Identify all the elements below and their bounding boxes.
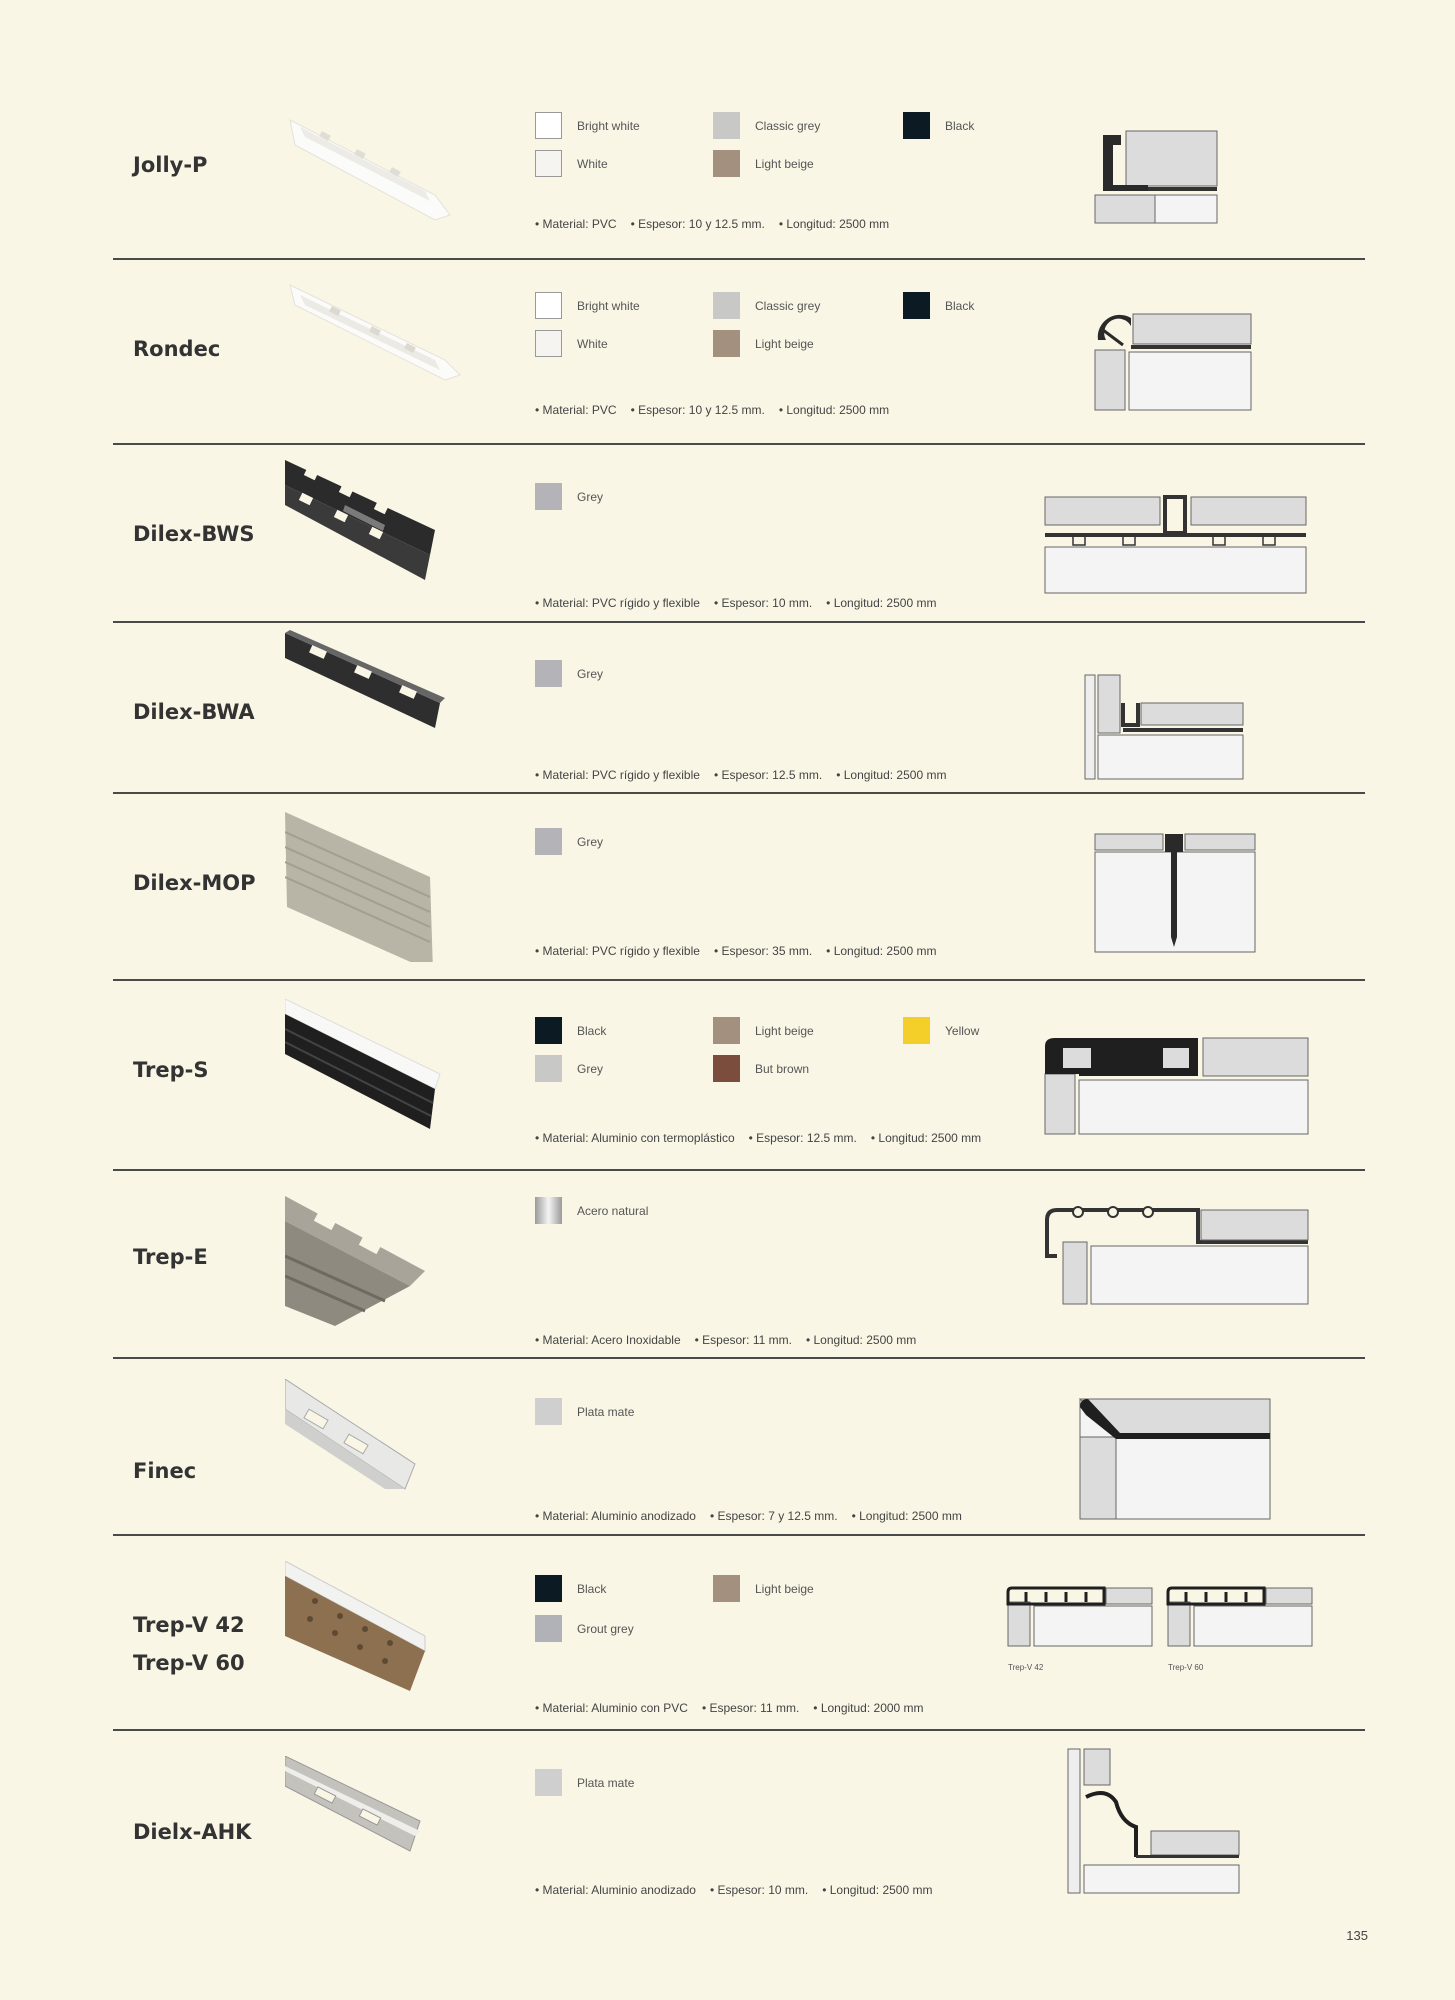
swatch [713,1017,814,1044]
profile-photo [285,999,475,1139]
section-diagram [1093,832,1263,957]
product-row-dielx-ahk [113,1731,1365,1910]
product-row-rondec [113,260,1365,445]
swatch-label: Grout grey [577,1621,634,1636]
section-diagram [1093,125,1263,235]
spec-length: • Longitud: 2500 mm [870,1131,982,1145]
swatch [535,828,603,855]
color-swatches [535,1769,1055,1849]
swatch-chip [535,483,562,510]
swatch [535,292,640,319]
profile-photo [285,1756,475,1886]
color-swatches [535,660,1055,740]
product-row-jolly-p [113,60,1365,260]
spec-thickness: • Espesor: 11 mm. [701,1701,800,1715]
spec-length: • Longitud: 2500 mm [836,768,947,782]
swatch-label: But brown [755,1061,810,1076]
spec-line [535,217,903,231]
section-diagram [1093,310,1263,420]
section-diagram [1043,1036,1313,1146]
spec-material: • Material: PVC rígido y flexible [535,596,700,610]
swatch-label: Acero natural [577,1203,649,1218]
swatch-chip [535,150,562,177]
product-name: Rondec [133,337,221,361]
spec-material: • Material: PVC [535,403,617,417]
swatch-label: Classic grey [755,298,821,313]
spec-material: • Material: PVC [535,217,617,231]
swatch-label: Light beige [755,1581,814,1596]
spec-length: • Longitud: 2500 mm [778,217,890,231]
swatch-chip [535,292,562,319]
page-number: 135 [1346,1928,1368,1943]
spec-thickness: • Espesor: 10 mm. [709,1883,809,1897]
profile-photo [285,628,475,738]
spec-material: • Material: PVC rígido y flexible [535,768,700,782]
spec-line [535,596,950,610]
swatch-chip [903,1017,930,1044]
swatch [713,1055,809,1082]
spec-length: • Longitud: 2500 mm [778,403,890,417]
product-name: Jolly-P [133,153,208,177]
profile-photo [285,1196,475,1336]
section-diagram [1078,1397,1278,1522]
product-row-trep-s [113,981,1365,1171]
product-name: Trep-S [133,1058,209,1082]
swatch [713,330,814,357]
product-row-finec [113,1359,1365,1536]
swatch-chip [535,1055,562,1082]
spec-length: • Longitud: 2500 mm [805,1333,917,1347]
product-name: Dilex-MOP [133,871,256,895]
diagram-label-trep-v-60: Trep-V 60 [1168,1663,1204,1672]
spec-material: • Material: PVC rígido y flexible [535,944,700,958]
swatch-chip [713,1575,740,1602]
swatch-label: Grey [577,1061,604,1076]
swatch-label: White [577,156,608,171]
product-row-dilex-bwa [113,623,1365,794]
swatch [713,292,820,319]
section-diagram [1043,1206,1313,1316]
product-name-2: Trep-V 60 [133,1651,245,1675]
product-name: Finec [133,1459,197,1483]
spec-material: • Material: Aluminio anodizado [535,1883,696,1897]
swatch-label: White [577,336,608,351]
swatch-label: Bright white [577,118,640,133]
swatch-label: Light beige [755,336,814,351]
spec-line [535,1131,995,1145]
swatch-chip [535,1769,562,1796]
spec-thickness: • Espesor: 10 y 12.5 mm. [630,217,765,231]
swatch [535,1197,648,1224]
spec-line [535,944,950,958]
swatch-chip [713,330,740,357]
spec-line [535,1333,930,1347]
swatch [903,112,974,139]
product-name: Trep-E [133,1245,208,1269]
product-name: Dilex-BWS [133,522,255,546]
swatch [713,112,820,139]
swatch-chip [903,112,930,139]
spec-length: • Longitud: 2500 mm [822,1883,933,1897]
swatch-chip [535,112,562,139]
spec-thickness: • Espesor: 10 y 12.5 mm. [630,403,765,417]
swatch-label: Grey [577,666,604,681]
swatch-chip [535,1197,562,1224]
swatch [713,150,814,177]
swatch-label: Light beige [755,1023,814,1038]
swatch-label: Classic grey [755,118,821,133]
product-name: Trep-V 42 [133,1613,245,1637]
product-row-dilex-bws [113,445,1365,623]
spec-material: • Material: Aluminio anodizado [535,1509,696,1523]
profile-photo [285,115,475,225]
profile-photo [285,1379,475,1509]
swatch-label: Black [945,118,975,133]
swatch-chip [903,292,930,319]
product-name: Dielx-AHK [133,1820,252,1844]
spec-line [535,1883,946,1897]
section-diagram [1083,673,1283,783]
section-diagram [1066,1747,1256,1897]
swatch-label: Grey [577,489,604,504]
swatch [535,660,603,687]
spec-thickness: • Espesor: 12.5 mm. [713,768,823,782]
spec-length: • Longitud: 2000 mm [813,1701,924,1715]
spec-line [535,768,960,782]
swatch [535,330,608,357]
spec-thickness: • Espesor: 7 y 12.5 mm. [709,1509,838,1523]
profile-photo [285,455,475,585]
spec-length: • Longitud: 2500 mm [826,944,937,958]
profile-photo [285,812,475,962]
spec-material: • Material: Aluminio con PVC [535,1701,688,1715]
swatch-chip [535,330,562,357]
swatch [535,1769,634,1796]
swatch-chip [713,292,740,319]
swatch-chip [713,1055,740,1082]
swatch-chip [535,1615,562,1642]
profile-photo [285,280,475,390]
color-swatches [535,828,1055,908]
color-swatches [535,1017,1055,1097]
swatch-chip [535,1575,562,1602]
swatch [535,1055,603,1082]
spec-thickness: • Espesor: 10 mm. [713,596,813,610]
swatch-label: Bright white [577,298,640,313]
product-row-trep-e [113,1171,1365,1359]
swatch-label: Grey [577,834,604,849]
spec-thickness: • Espesor: 11 mm. [694,1333,792,1347]
color-swatches [535,1575,1055,1655]
swatch-label: Plata mate [577,1404,635,1419]
spec-line [535,1701,938,1715]
swatch-chip [535,1398,562,1425]
color-swatches [535,483,1055,563]
product-row-dilex-mop [113,794,1365,981]
spec-material: • Material: Aluminio con termoplástico [535,1131,735,1145]
swatch-chip [535,1017,562,1044]
spec-length: • Longitud: 2500 mm [851,1509,962,1523]
swatch [535,1398,634,1425]
color-swatches [535,1398,1055,1478]
swatch [535,1017,606,1044]
swatch-chip [713,1017,740,1044]
section-diagram [1043,495,1313,600]
color-swatches [535,292,1055,372]
swatch [535,150,608,177]
spec-thickness: • Espesor: 12.5 mm. [748,1131,857,1145]
swatch-label: Plata mate [577,1775,635,1790]
spec-material: • Material: Acero Inoxidable [535,1333,681,1347]
swatch-chip [713,112,740,139]
swatch [535,1575,606,1602]
diagram-label-trep-v-42: Trep-V 42 [1008,1663,1044,1672]
swatch [713,1575,814,1602]
spec-line [535,403,903,417]
swatch [903,292,974,319]
spec-line [535,1509,976,1523]
section-diagram-trep-v-60 [1166,1586,1316,1648]
swatch-label: Black [577,1581,607,1596]
profile-photo [285,1561,475,1701]
spec-thickness: • Espesor: 35 mm. [713,944,813,958]
color-swatches [535,112,1055,192]
product-row-trep-v [113,1536,1365,1731]
swatch-label: Black [945,298,975,313]
swatch-chip [535,828,562,855]
color-swatches [535,1197,1055,1277]
swatch-label: Black [577,1023,607,1038]
section-diagram-trep-v-42 [1006,1586,1156,1648]
swatch [535,112,640,139]
swatch-label: Yellow [945,1023,980,1038]
spec-length: • Longitud: 2500 mm [826,596,937,610]
swatch [535,1615,634,1642]
swatch-chip [535,660,562,687]
swatch-chip [713,150,740,177]
product-name: Dilex-BWA [133,700,255,724]
swatch [535,483,603,510]
swatch-label: Light beige [755,156,814,171]
swatch [903,1017,979,1044]
